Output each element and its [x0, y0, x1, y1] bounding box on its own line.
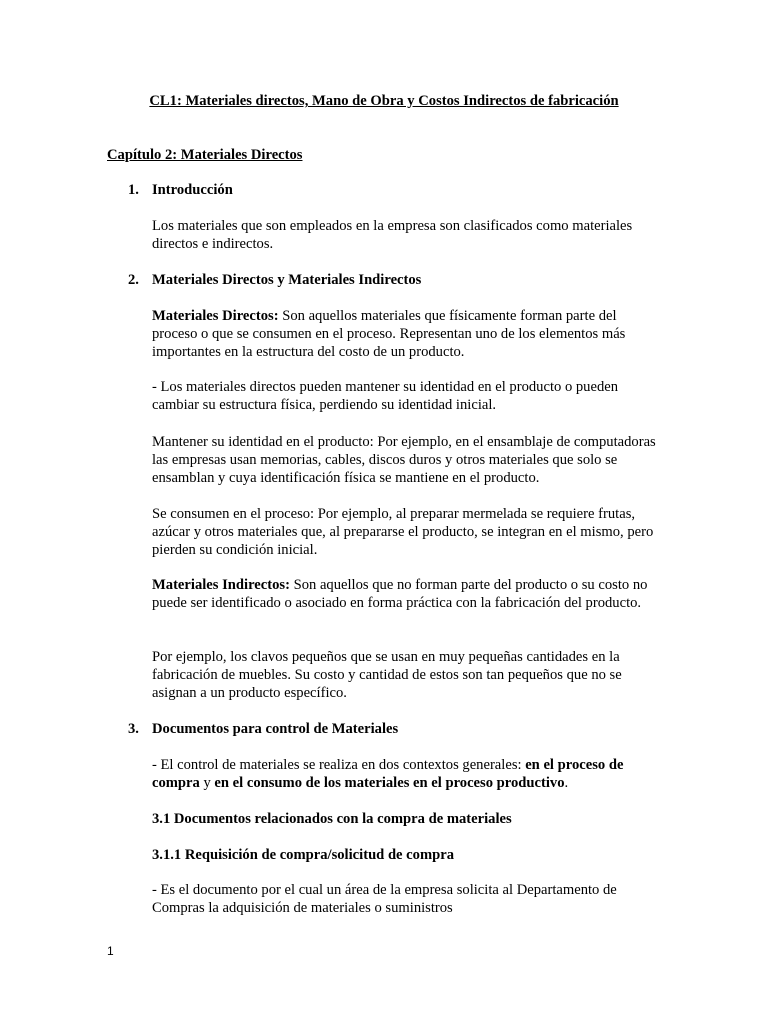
- consumed-example: Se consumen en el proceso: Por ejemplo, al preparar mermelada se requiere frutas, azúcar y otros materiales que, al prepararse el producto, se integran en el mismo, pero pierden su condición inicial.: [152, 506, 654, 558]
- section-3-heading: Documentos para control de Materiales: [152, 721, 399, 737]
- control-text-2: y: [199, 775, 215, 791]
- direct-materials-label: Materiales Directos:: [152, 308, 279, 324]
- indirect-materials-definition: [152, 576, 662, 612]
- page-number: 1: [107, 944, 114, 958]
- section-3-number: 3.: [128, 721, 139, 737]
- requisition-paragraph: - Es el documento por el cual un área de la empresa solicita al Departamento de Compras la adquisición de materiales o suministros: [152, 882, 617, 916]
- subsection-3-1-1-heading: 3.1.1 Requisición de compra/solicitud de compra: [152, 847, 455, 863]
- control-bold-1: en el proceso de compra: [152, 757, 624, 791]
- direct-materials-text: Son aquellos materiales que físicamente forman parte del proceso o que se consumen en el proceso. Representan uno de los elementos más importantes en la estructura del costo de un producto.: [152, 308, 626, 360]
- control-text-3: .: [564, 775, 569, 791]
- section-1-number: 1.: [128, 182, 139, 198]
- keep-identity-example: Mantener su identidad en el producto: Por ejemplo, en el ensamblaje de computadoras las empresas usan memorias, cables, discos duros y otros materiales que solo se ensamblan y cuya identificación física se mantiene en el producto.: [152, 434, 656, 486]
- section-1-paragraph: Los materiales que son empleados en la empresa son clasificados como materiales directos e indirectos.: [152, 218, 633, 252]
- indirect-materials-text: Son aquellos que no forman parte del producto o su costo no puede ser identificado o asociado en forma práctica con la fabricación del producto.: [152, 577, 648, 611]
- direct-materials-definition: [152, 307, 662, 361]
- section-2-heading: Materiales Directos y Materiales Indirectos: [152, 272, 422, 288]
- identity-paragraph: - Los materiales directos pueden mantener su identidad en el producto o pueden cambiar su estructura física, perdiendo su identidad inicial.: [152, 379, 619, 413]
- control-text-1: - El control de materiales se realiza en dos contextos generales:: [152, 757, 526, 773]
- indirect-materials-label: Materiales Indirectos:: [152, 577, 290, 593]
- control-contexts-paragraph: [152, 756, 662, 792]
- subsection-3-1-heading: 3.1 Documentos relacionados con la compra de materiales: [152, 811, 512, 827]
- section-1-heading: Introducción: [152, 182, 233, 198]
- document-title: CL1: Materiales directos, Mano de Obra y Costos Indirectos de fabricación: [149, 93, 619, 109]
- section-2-number: 2.: [128, 272, 139, 288]
- chapter-heading: Capítulo 2: Materiales Directos: [107, 147, 303, 163]
- nails-example: Por ejemplo, los clavos pequeños que se usan en muy pequeñas cantidades en la fabricación de muebles. Su costo y cantidad de estos son tan pequeños que no se asignan a un producto específico.: [152, 649, 622, 701]
- control-bold-2: en el consumo de los materiales en el proceso productivo: [214, 775, 565, 791]
